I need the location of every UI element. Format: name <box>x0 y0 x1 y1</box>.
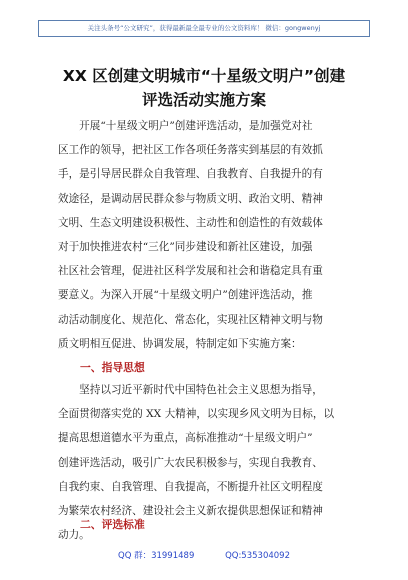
paragraph-line: 要意义。为深入开展“十星级文明户”创建评选活动，推 <box>58 289 313 302</box>
paragraph-line: 社区社会管理，促进社区科学发展和社会和谐稳定具有重 <box>58 265 323 278</box>
paragraph-line: 提高思想道德水平为重点，高标准推动“十星级文明户” <box>58 432 313 445</box>
paragraph-line: 开展“十星级文明户”创建评选活动，是加强党对社 <box>58 120 313 132</box>
footer-contact <box>0 549 408 561</box>
document-title-line-1: XX 区创建文明城市“十星级文明户”创建 <box>62 67 346 85</box>
paragraph-line: 质文明相互促进、协调发展，特制定如下实施方案： <box>58 337 302 350</box>
paragraph-line: 效途径，是调动居民群众参与物质文明、政治文明、精神 <box>58 192 323 205</box>
paragraph-line: 坚持以习近平新时代中国特色社会主义思想为指导， <box>58 384 323 396</box>
paragraph-line: 自我约束、自我管理、自我提高，不断提升社区文明程度 <box>58 480 323 493</box>
header-banner: 关注头条号“公文研究”，获得最新最全最专业的公文资料库！ 微信：gongwenyj <box>38 20 370 37</box>
paragraph-line: 动活动制度化、规范化、常态化，实现社区精神文明与物 <box>58 313 323 326</box>
paragraph-line: 手，是引导居民群众自我管理、自我教育、自我提升的有 <box>58 168 323 181</box>
footer-qq-group: QQ 群：31991489 <box>118 551 195 561</box>
paragraph-line: 全面贯彻落实党的 XX 大精神，以实现乡风文明为目标，以 <box>58 408 335 421</box>
footer-qq: QQ:535304092 <box>225 551 290 561</box>
paragraph-line: 文明、生态文明建设积极性、主动性和创造性的有效载体 <box>58 216 323 229</box>
section-heading-evaluation-criteria: 二、评选标准 <box>80 518 145 531</box>
paragraph-line: 区工作的领导，把社区工作各项任务落实到基层的有效抓 <box>58 144 323 157</box>
intro-paragraph <box>58 114 354 356</box>
paragraph-line: 为繁荣农村经济、建设社会主义新农提供思想保证和精神 <box>58 504 323 517</box>
paragraph-line: 创建评选活动，吸引广大农民积极参与，实现自我教育、 <box>58 456 323 469</box>
paragraph-line: 对于加快推进农村“三化”同步建设和新社区建设，加强 <box>58 240 313 253</box>
paragraph-line: 动力。 <box>58 529 90 542</box>
document-title-line-2: 评选活动实施方案 <box>141 91 266 109</box>
section-heading-guiding-ideology: 一、指导思想 <box>80 361 145 374</box>
